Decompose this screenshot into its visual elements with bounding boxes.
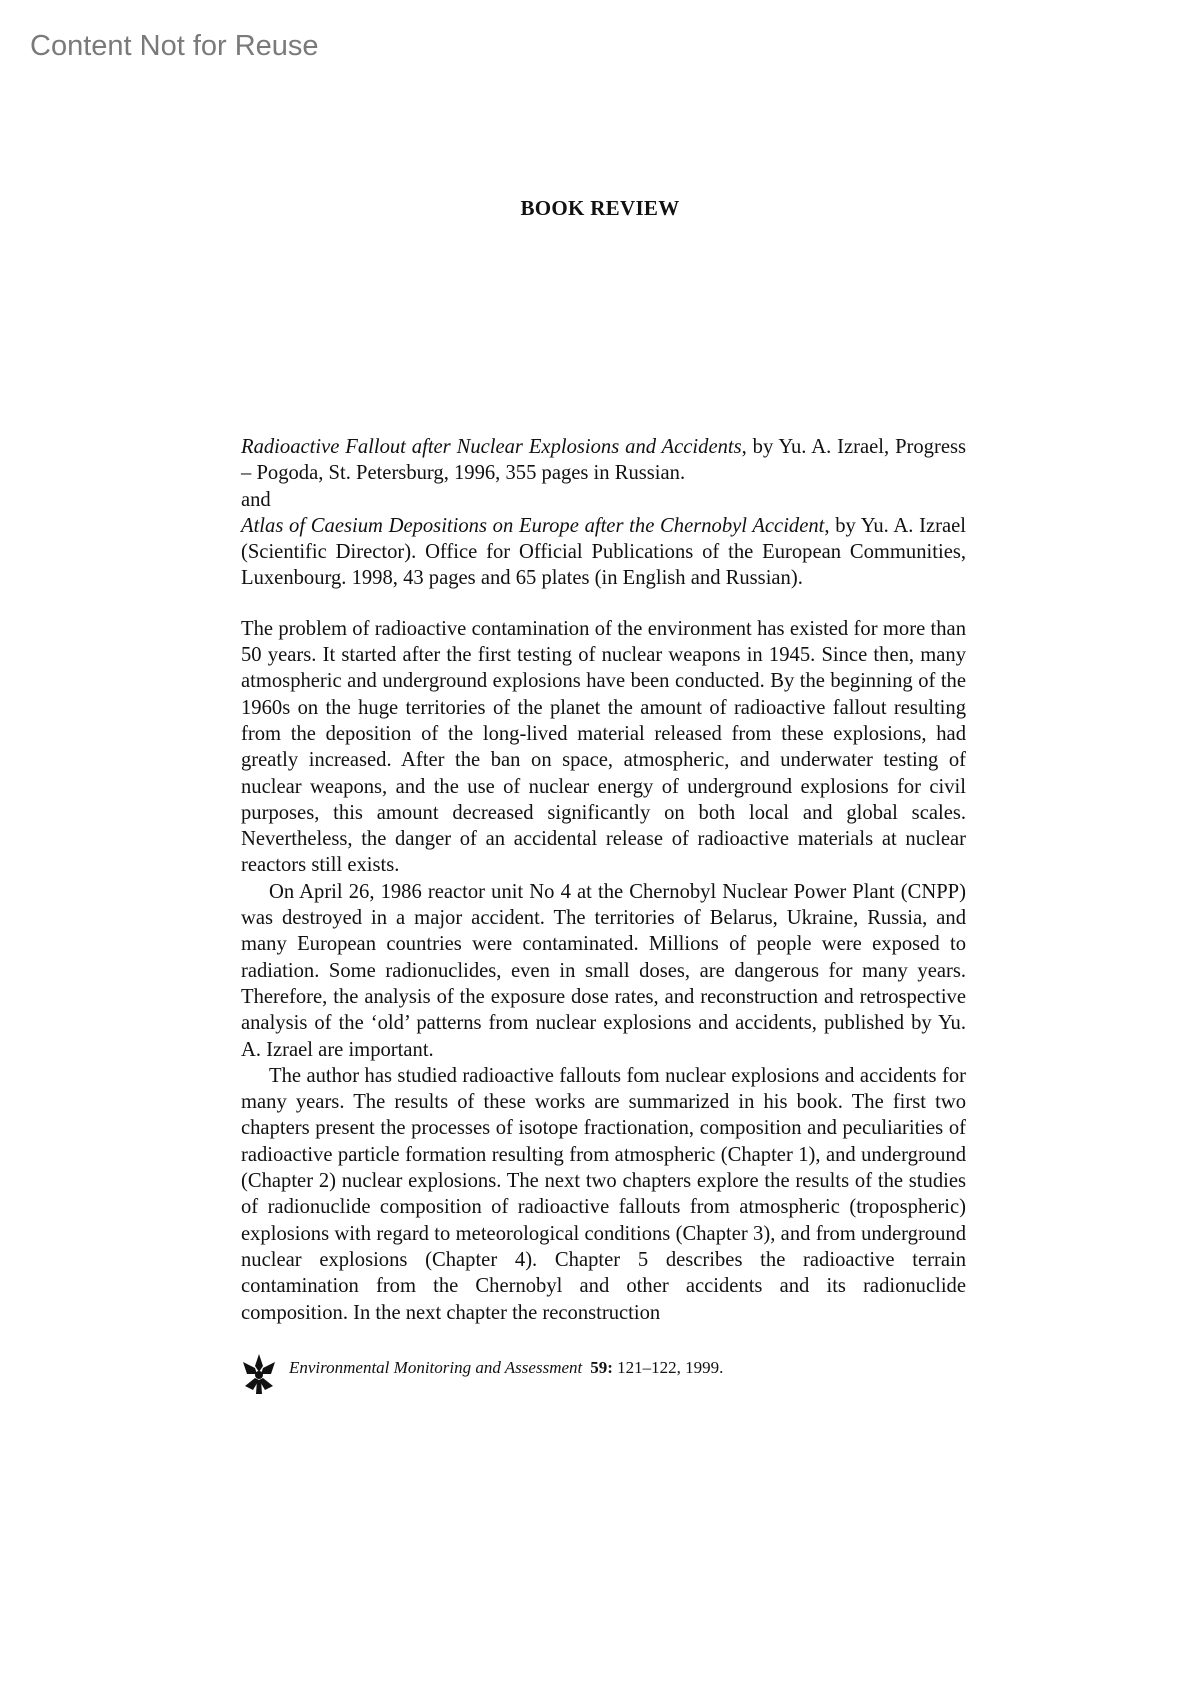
- journal-volume: 59:: [590, 1358, 613, 1377]
- journal-pages-year: 121–122, 1999.: [617, 1358, 724, 1377]
- journal-name: Environmental Monitoring and Assessment: [289, 1358, 583, 1377]
- body-paragraph-1: The problem of radioactive contamination of the environment has existed for more than 50 years. It started after the first testing of nuclear weapons in 1945. Since then, many atmospheric and underground explosions have been conducted. By the beginning of the 1960s on the huge territories of the planet the amount of radioactive fallout resulting from the deposition of the long-lived material released from these explosions, had greatly increased. After the ban on space, atmospheric, and underwater testing of nuclear weapons, and the use of nuclear energy of underground explosions for civil purposes, this amount decreased significantly on both local and global scales. Nevertheless, the danger of an accidental release of radioactive materials at nuclear reactors still exists.: [241, 617, 966, 877]
- reference-connector: and: [241, 488, 271, 511]
- body-paragraph-3: The author has studied radioactive fallouts fom nuclear explosions and accidents for many years. The results of these works are summarized in his book. The first two chapters present the processes of isotope fractionation, composition and peculiarities of radioactive particle formation resulting from atmospheric (Chapter 1), and underground (Chapter 2) nuclear explosions. The next two chapters explore the results of the studies of radionuclide composition of radioactive fallouts from atmospheric (tropospheric) explosions with regard to meteorological conditions (Chapter 3), and from underground nuclear explosions (Chapter 4). Chapter 5 describes the radioactive terrain contamination from the Chernobyl and other accidents and its radionuclide composition. In the next chapter the reconstruction: [241, 1064, 966, 1324]
- review-body: [241, 616, 966, 1326]
- footer-citation: [241, 1352, 723, 1396]
- book-details-2: , by Yu. A. Izrael (Scientific Director). Office for Official Publications of the European Communities, Luxenbourg. 1998, 43 pages and 65 plates (in English and Russian).: [241, 514, 966, 590]
- book-references: [241, 434, 966, 592]
- citation-text: [289, 1352, 723, 1378]
- article-column: [241, 434, 966, 1326]
- book-title-2: Atlas of Caesium Depositions on Europe after the Chernobyl Accident: [241, 514, 825, 537]
- watermark: Content Not for Reuse: [30, 30, 319, 62]
- body-paragraph-2: On April 26, 1986 reactor unit No 4 at the Chernobyl Nuclear Power Plant (CNPP) was destroyed in a major accident. The territories of Belarus, Ukraine, Russia, and many European countries were contaminated. Millions of people were exposed to radiation. Some radionuclides, even in small doses, are dangerous for many years. Therefore, the analysis of the exposure dose rates, and reconstruction and retrospective analysis of the ‘old’ patterns from nuclear explosions and accidents, published by Yu. A. Izrael are important.: [241, 880, 966, 1061]
- book-reference-2: [241, 513, 966, 592]
- page-title: BOOK REVIEW: [520, 196, 680, 220]
- book-reference-1: [241, 434, 966, 487]
- publisher-logo-icon: [241, 1352, 277, 1396]
- book-details-1: , by Yu. A. Izrael, Progress – Pogoda, St. Petersburg, 1996, 355 pages in Russian.: [241, 436, 966, 485]
- book-title-1: Radioactive Fallout after Nuclear Explosions and Accidents: [241, 436, 742, 458]
